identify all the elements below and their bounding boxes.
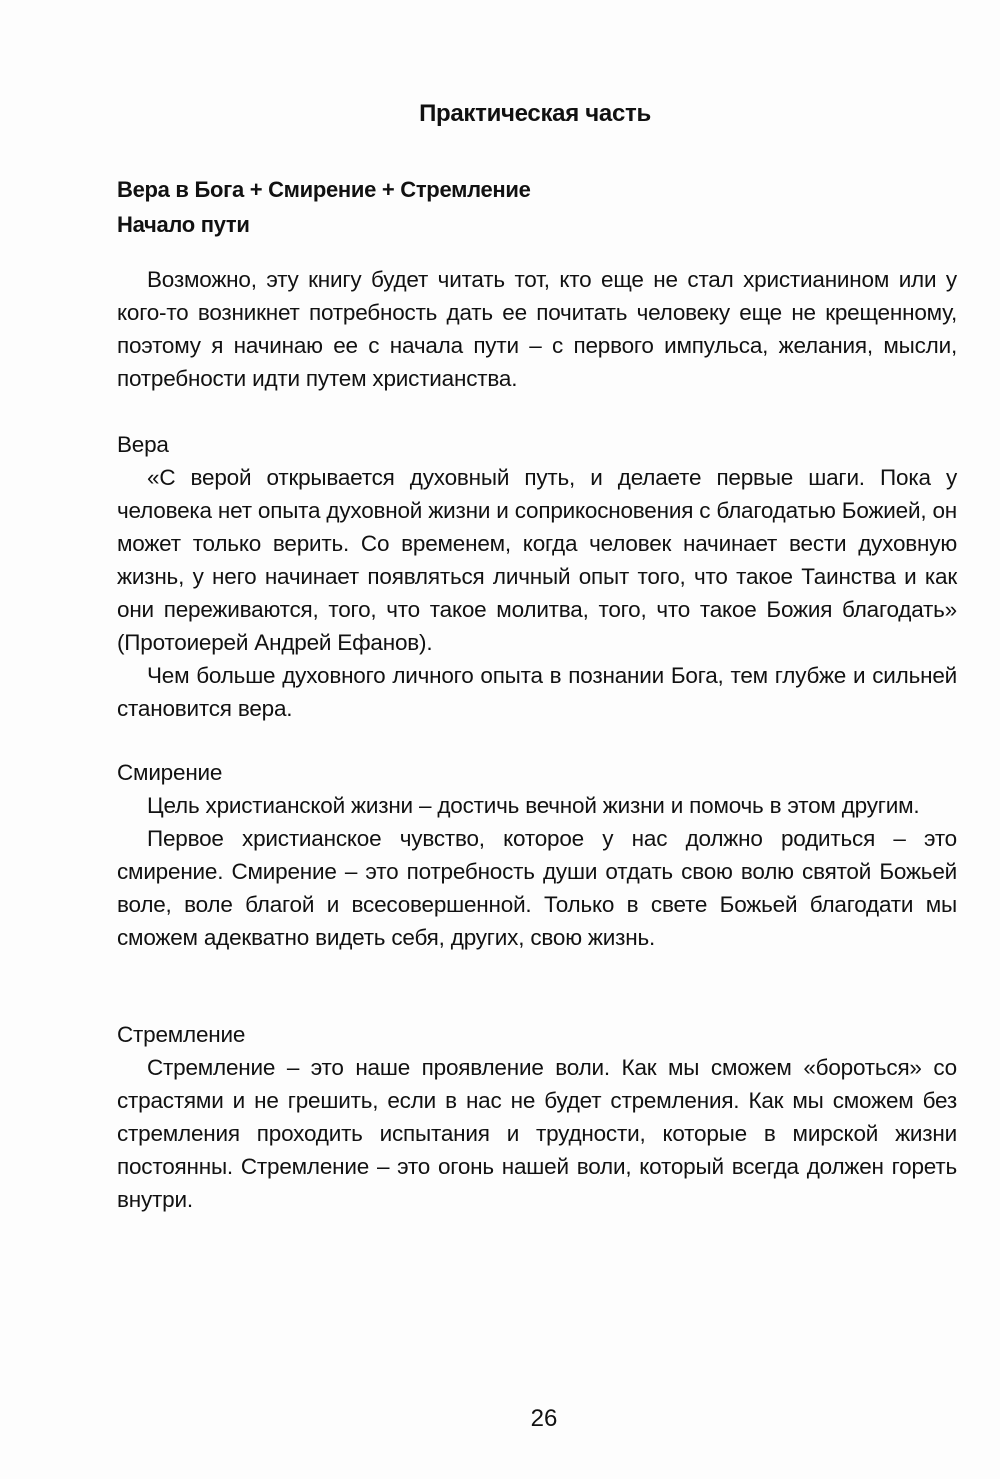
intro-paragraph: Возможно, эту книгу будет читать тот, кто еще не стал христианином или у кого-то возникнет потребность дать ее почитать человеку еще не крещенному, поэтому я начинаю ее с начала пути – с первого импульса, желания, мысли, потребности идти путем христианства. bbox=[117, 267, 957, 391]
section-vera-title: Вера bbox=[117, 432, 169, 457]
section-stremlenie-title: Стремление bbox=[117, 1022, 246, 1047]
intro-section bbox=[117, 263, 957, 395]
chapter-heading bbox=[117, 172, 531, 242]
section-smirenie-title: Смирение bbox=[117, 760, 223, 785]
page-title: Практическая часть bbox=[419, 100, 651, 127]
page-number: 26 bbox=[530, 1405, 558, 1432]
chapter-heading-line-2: Начало пути bbox=[117, 212, 250, 237]
section-vera bbox=[117, 428, 957, 725]
section-vera-paragraph-1: «С верой открывается духовный путь, и делаете первые шаги. Пока у человека нет опыта духовной жизни и соприкосновения с благодатью Божией, он может только верить. Со временем, когда человек начинает вести духовную жизнь, у него начинает появляться личный опыт того, что такое Таинства и как они переживаются, того, что такое молитва, того, что такое Божия благодать» (Протоиерей Андрей Ефанов). bbox=[117, 465, 957, 655]
section-smirenie-paragraph-1: Цель христианской жизни – достичь вечной жизни и помочь в этом другим. bbox=[147, 793, 920, 818]
section-smirenie-paragraph-2: Первое христианское чувство, которое у нас должно родиться – это смирение. Смирение – это потребность души отдать свою волю святой Божьей воле, воле благой и всесовершенной. Только в свете Божьей благодати мы сможем адекватно видеть себя, других, свою жизнь. bbox=[117, 826, 957, 950]
section-stremlenie bbox=[117, 1018, 957, 1216]
chapter-heading-line-1: Вера в Бога + Смирение + Стремление bbox=[117, 177, 531, 202]
section-vera-paragraph-2: Чем больше духовного личного опыта в познании Бога, тем глубже и сильней становится вера. bbox=[117, 663, 957, 721]
section-smirenie bbox=[117, 756, 957, 954]
section-stremlenie-paragraph-1: Стремление – это наше проявление воли. Как мы сможем «бороться» со страстями и не грешить, если в нас не будет стремления. Как мы сможем без стремления проходить испытания и трудности, которые в мирской жизни постоянны. Стремление – это огонь нашей воли, который всегда должен гореть внутри. bbox=[117, 1055, 957, 1212]
